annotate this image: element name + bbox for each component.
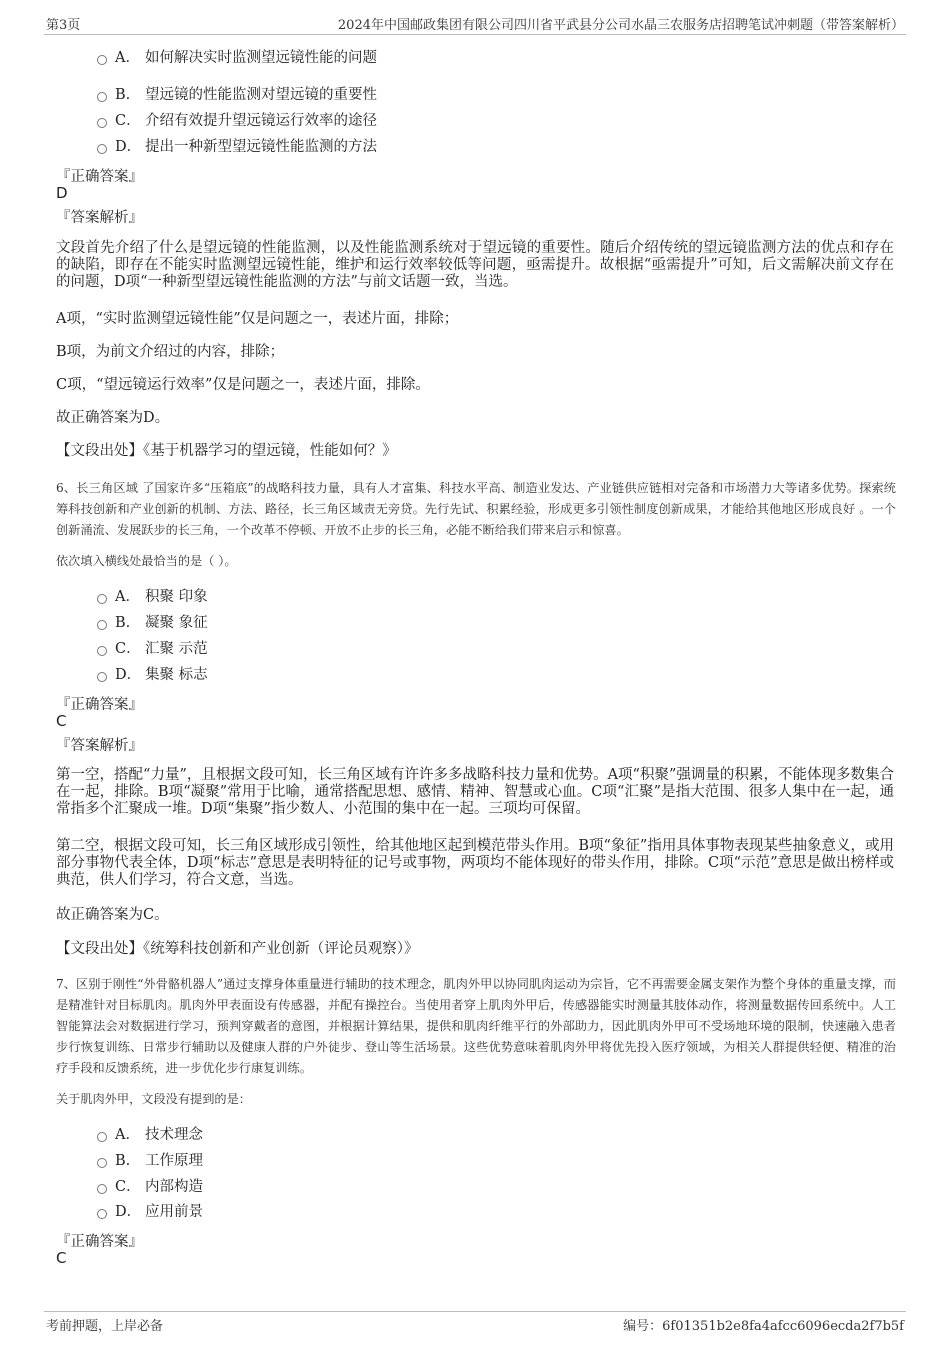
radio-icon[interactable] [97,672,107,682]
q6-option-c[interactable]: C． 汇聚 示范 [97,639,208,659]
radio-icon[interactable] [97,646,107,656]
q5-analysis-paragraph: 故正确答案为D。 [56,410,170,426]
q6-prompt: 依次填入横线处最恰当的是（ ）。 [56,554,237,568]
q5-source: 【文段出处】《基于机器学习的望远镜，性能如何？》 [56,443,397,459]
radio-icon[interactable] [97,118,107,128]
q5-option-d[interactable]: D． 提出一种新型望远镜性能监测的方法 [97,137,377,157]
radio-icon[interactable] [97,1209,107,1219]
radio-icon[interactable] [97,144,107,154]
radio-icon[interactable] [97,55,107,65]
q7-option-a[interactable]: A． 技术理念 [97,1125,203,1145]
q5-analysis-paragraph: A项，“实时监测望远镜性能”仅是问题之一，表述片面，排除； [56,311,459,327]
q6-option-d[interactable]: D． 集聚 标志 [97,665,208,685]
q5-analysis-label: 『答案解析』 [56,210,143,226]
q7-option-c[interactable]: C． 内部构造 [97,1177,203,1197]
q5-option-a[interactable]: A． 如何解决实时监测望远镜性能的问题 [97,48,377,68]
q6-answer-label: 『正确答案』 [56,697,143,713]
q5-option-c[interactable]: C． 介绍有效提升望远镜运行效率的途径 [97,111,377,131]
q5-option-b[interactable]: B. 望远镜的性能监测对望远镜的重要性 [97,85,377,105]
page-header [44,14,906,35]
q6-option-a[interactable]: A． 积聚 印象 [97,587,208,607]
q6-analysis-paragraph: 故正确答案为C。 [56,907,169,923]
q6-answer: C [56,712,67,730]
page-footer [44,1311,906,1336]
q7-answer-label: 『正确答案』 [56,1234,143,1250]
radio-icon[interactable] [97,594,107,604]
page-number: 第3页 [46,18,81,33]
q6-option-b[interactable]: B. 凝聚 象征 [97,613,208,633]
q6-analysis-paragraph: 第一空，搭配“力量”，且根据文段可知，长三角区域有许许多多战略科技力量和优势。A项“积聚”强调量的积累，不能体现多数集合在一起，排除。B项“凝聚”常用于比喻，通常搭配思想、感情、精神、智慧或心血。C项“汇聚”是指大范围、很多人集中在一起，通常指多个汇聚成一堆。D项“集聚”指少数人、小范围的集中在一起。三项均可保留。 [56,767,894,817]
q6-analysis-label: 『答案解析』 [56,738,143,754]
q5-analysis-paragraph: 文段首先介绍了什么是望远镜的性能监测，以及性能监测系统对于望远镜的重要性。随后介绍传统的望远镜监测方法的优点和存在的缺陷，即存在不能实时监测望远镜性能，维护和运行效率较低等问题，亟需提升。故根据“亟需提升”可知，后文需解决前文存在的问题，D项“一种新型望远镜性能监测的方法”与前文话题一致，当选。 [56,240,894,290]
footer-code: 编号：6f01351b2e8fa4afcc6096ecda2f7b5f [623,1319,904,1334]
radio-icon[interactable] [97,1158,107,1168]
radio-icon[interactable] [97,620,107,630]
document-title: 2024年中国邮政集团有限公司四川省平武县分公司水晶三农服务店招聘笔试冲刺题（带答案解析） [337,18,904,33]
q7-option-d[interactable]: D． 应用前景 [97,1202,203,1222]
radio-icon[interactable] [97,1184,107,1194]
q5-answer: D [56,184,68,202]
radio-icon[interactable] [97,1132,107,1142]
q5-answer-label: 『正确答案』 [56,169,143,185]
q5-analysis-paragraph: B项，为前文介绍过的内容，排除； [56,344,285,360]
q7-prompt: 关于肌肉外甲，文段没有提到的是： [56,1092,251,1106]
q7-option-b[interactable]: B. 工作原理 [97,1151,203,1171]
q6-source: 【文段出处】《统筹科技创新和产业创新（评论员观察）》 [56,941,419,957]
q6-analysis-paragraph: 第二空，根据文段可知，长三角区域形成引领性，给其他地区起到模范带头作用。B项“象征”指用具体事物表现某些抽象意义，或用部分事物代表全体，D项“标志”意思是表明特征的记号或事物，两项均不能体现好的带头作用，排除。C项“示范”意思是做出榜样或典范，供人们学习，符合文意，当选。 [56,838,894,888]
q7-answer: C [56,1249,67,1267]
q7-stem: 7、区别于刚性“外骨骼机器人”通过支撑身体重量进行辅助的技术理念，肌肉外甲以协同肌肉运动为宗旨，它不再需要金属支架作为整个身体的重量支撑，而是精准针对目标肌肉。肌肉外甲表面设有传感器，并配有操控台。当使用者穿上肌肉外甲后，传感器能实时测量其肢体动作，将测量数据传回系统中。人工智能算法会对数据进行学习，预判穿戴者的意图，并根据计算结果，提供和肌肉纤维平行的外部助力，因此肌肉外甲可不受场地环境的限制，快速融入患者步行恢复训练、日常步行辅助以及健康人群的户外徒步、登山等生活场景。这些优势意味着肌肉外甲将优先投入医疗领域，为相关人群提供轻便、精准的治疗手段和反馈系统，进一步优化步行康复训练。 [56,977,896,1075]
q5-analysis-paragraph: C项，“望远镜运行效率”仅是问题之一，表述片面，排除。 [56,377,430,393]
radio-icon[interactable] [97,92,107,102]
q6-stem: 6、长三角区域 了国家许多“压箱底”的战略科技力量，具有人才富集、科技水平高、制造业发达、产业链供应链相对完备和市场潜力大等诸多优势。探索统筹科技创新和产业创新的机制、方法、路径，长三角区域责无旁贷。先行先试、积累经验，形成更多引领性制度创新成果，才能给其他地区形成良好 。一个创新涌流、发展跃步的长三角，一个改革不停顿、开放不止步的长三角，必能不断给我们带来启示和惊喜。 [56,481,896,537]
footer-slogan: 考前押题，上岸必备 [46,1319,164,1334]
